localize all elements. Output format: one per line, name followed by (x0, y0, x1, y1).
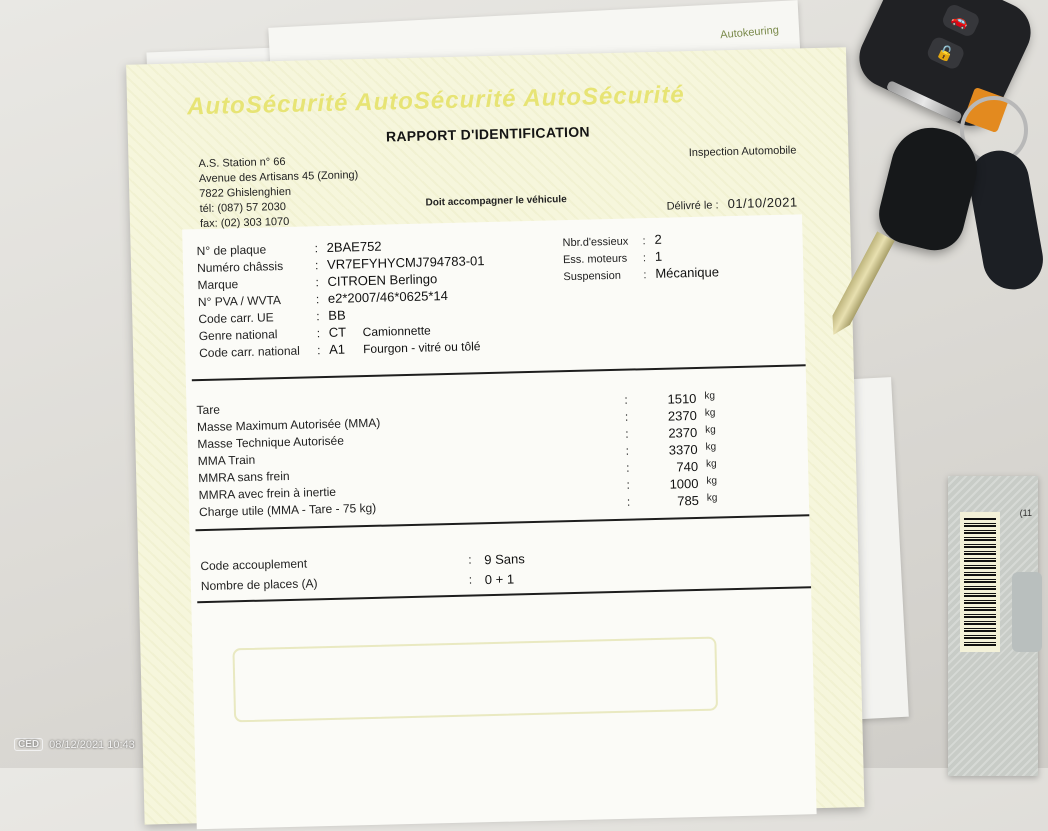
mass-unit: kg (705, 458, 717, 470)
mass-value: 2370 (667, 407, 698, 424)
ident-code: CT (328, 324, 347, 340)
ident-sep: : (316, 326, 321, 341)
ident-label: Code carr. national (199, 343, 301, 361)
address-line: fax: (02) 303 1070 (199, 215, 290, 231)
mass-colon: : (625, 443, 630, 458)
ident-value: 2BAE752 (326, 238, 382, 255)
axle-sep: : (642, 252, 647, 265)
faint-vehicle-outline (232, 637, 718, 723)
mass-colon: : (626, 494, 631, 509)
axle-value: Mécanique (655, 264, 720, 281)
ident-label: Numéro châssis (196, 259, 284, 276)
accompany-notice: Doit accompagner le véhicule (425, 194, 567, 209)
card-text: (11 (1019, 508, 1032, 518)
mass-colon: : (626, 477, 631, 492)
car-icon: 🚗 (940, 2, 981, 38)
mass-label: MMRA sans frein (198, 468, 290, 486)
address-line: Avenue des Artisans 45 (Zoning) (198, 169, 359, 186)
axle-sep: : (643, 269, 647, 282)
ident-label: Code carr. UE (198, 310, 274, 327)
axle-value: 2 (654, 231, 662, 247)
divider-line (192, 364, 806, 381)
axle-label: Suspension (563, 269, 622, 284)
delivery-date (666, 194, 797, 212)
registration-card (948, 476, 1038, 776)
ident-label: N° de plaque (196, 242, 267, 259)
axle-label: Ess. moteurs (562, 252, 628, 267)
delivered-date-value: 01/10/2021 (727, 194, 798, 212)
coupling-block (200, 544, 811, 599)
barcode-icon (960, 512, 1000, 652)
mass-label: MMRA avec frein à inertie (198, 484, 337, 503)
ident-sep: : (314, 258, 319, 273)
under-paper-text: Autokeuring (720, 24, 780, 42)
ident-value: e2*2007/46*0625*14 (327, 288, 449, 306)
mass-colon: : (624, 392, 628, 407)
card-window (1012, 572, 1042, 652)
ident-value: Fourgon - vitré ou tôlé (362, 339, 481, 357)
station-address (198, 153, 359, 232)
axle-value: 1 (654, 248, 663, 264)
mass-unit: kg (706, 492, 718, 504)
masses-block (196, 388, 809, 522)
ident-sep: : (316, 343, 321, 358)
mass-unit: kg (705, 441, 717, 453)
mass-value: 785 (677, 492, 700, 509)
mass-colon: : (624, 409, 629, 424)
mass-value: 1000 (669, 475, 699, 492)
ident-code: A1 (328, 341, 346, 357)
mass-colon: : (625, 460, 630, 475)
camera-datetime: 08/12/2021 10:43 (49, 738, 135, 751)
camera-stamp (14, 738, 135, 751)
mass-label: Masse Technique Autorisée (197, 433, 345, 452)
ident-label: N° PVA / WVTA (197, 293, 282, 310)
ident-label: Genre national (198, 327, 278, 344)
camera-logo: CED (14, 738, 43, 751)
ident-value: VR7EFYHYCMJ794783-01 (326, 253, 485, 272)
ident-sep: : (315, 275, 319, 290)
report-title: RAPPORT D'IDENTIFICATION (385, 123, 591, 145)
mass-label: Masse Maximum Autorisée (MMA) (196, 415, 381, 435)
seats-colon: : (468, 572, 473, 587)
delivered-label: Délivré le : (666, 199, 719, 213)
mass-label: MMA Train (197, 452, 256, 469)
mass-unit: kg (704, 390, 716, 402)
mass-value: 740 (676, 458, 699, 475)
ident-value: BB (328, 307, 346, 323)
address-line: tél: (087) 57 2030 (199, 200, 287, 216)
ident-label: Marque (197, 277, 239, 293)
mass-unit: kg (706, 475, 718, 487)
mass-value: 1510 (667, 390, 697, 407)
coupling-colon: : (468, 552, 472, 567)
unlock-icon: 🔓 (925, 35, 966, 71)
mass-value: 3370 (668, 441, 698, 458)
mass-value: 2370 (668, 424, 698, 441)
axle-sep: : (642, 235, 646, 248)
watermark: AutoSécurité AutoSécurité AutoSécurité (186, 81, 685, 121)
address-line: 7822 Ghislenghien (199, 185, 292, 201)
coupling-value: 9 Sans (484, 551, 525, 568)
identification-report (126, 47, 864, 824)
report-panel (182, 214, 816, 829)
ident-sep: : (316, 309, 320, 324)
mass-unit: kg (705, 424, 716, 436)
coupling-label: Code accouplement (200, 556, 308, 574)
ident-sep: : (315, 292, 320, 307)
ident-value: CITROEN Berlingo (327, 271, 438, 289)
ident-sep: : (314, 241, 319, 256)
mass-colon: : (625, 426, 629, 441)
inspection-label: Inspection Automobile (688, 144, 797, 160)
address-line: A.S. Station n° 66 (198, 155, 286, 171)
axle-label: Nbr.d'essieux (562, 235, 629, 250)
ident-value: Camionnette (362, 323, 431, 340)
seats-label: Nombre de places (A) (200, 576, 318, 594)
mass-label: Charge utile (MMA - Tare - 75 kg) (198, 500, 377, 520)
seats-value: 0 + 1 (484, 571, 515, 588)
mass-label: Tare (196, 402, 221, 418)
axle-block (562, 230, 719, 285)
fob-chrome-trim (886, 80, 963, 123)
mass-unit: kg (704, 407, 716, 419)
